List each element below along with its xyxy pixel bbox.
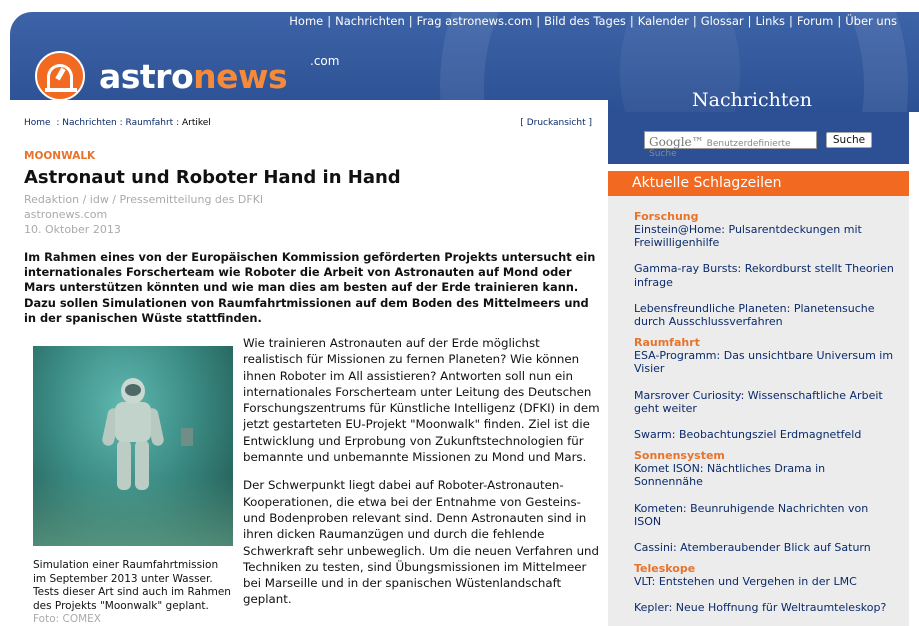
- nav-forum[interactable]: Forum: [796, 14, 834, 28]
- headline-link[interactable]: Einstein@Home: Pulsarentdeckungen mit Freiwilligenhilfe: [634, 223, 862, 250]
- section-title: Nachrichten: [692, 89, 812, 111]
- breadcrumb-raumfahrt[interactable]: Raumfahrt: [125, 118, 174, 128]
- observatory-dome-icon: [35, 51, 85, 101]
- nav-separator: |: [327, 14, 332, 28]
- category-sonnensystem[interactable]: Sonnensystem: [634, 449, 725, 463]
- headline-link[interactable]: Swarm: Beobachtungsziel Erdmagnetfeld: [634, 428, 862, 442]
- nav-nachrichten[interactable]: Nachrichten: [335, 14, 405, 28]
- nav-home[interactable]: Home: [289, 14, 324, 28]
- nav-glossar[interactable]: Glossar: [700, 14, 744, 28]
- google-logo: Google™: [649, 135, 704, 149]
- site-logo[interactable]: [35, 48, 340, 104]
- search-placeholder: Benutzerdefinierte Suche: [649, 139, 791, 159]
- headline-link[interactable]: Kometen: Beunruhigende Nachrichten von ISON: [634, 501, 869, 528]
- nav-bild-des-tages[interactable]: Bild des Tages: [544, 14, 626, 28]
- category-forschung[interactable]: Forschung: [634, 210, 699, 223]
- astronaut-figure: [105, 378, 161, 498]
- article-photo-underwater-astronaut[interactable]: [33, 346, 233, 546]
- nav-separator: |: [536, 14, 541, 28]
- headline-link[interactable]: Lebensfreundliche Planeten: Planetensuche durch Ausschlussverfahren: [634, 301, 875, 329]
- headline-link[interactable]: ESA-Programm: Das unsichtbare Universum im Visier: [634, 349, 894, 376]
- headline-link[interactable]: Cassini: Atemberaubender Blick auf Saturn: [634, 541, 871, 555]
- headline-link[interactable]: VLT: Entstehen und Vergehen in der LMC: [634, 575, 857, 589]
- nav-links[interactable]: Links: [755, 14, 786, 28]
- nav-separator: |: [789, 14, 793, 28]
- article-authors: Redaktion / idw / Pressemitteilung des DFKI: [24, 193, 264, 206]
- breadcrumb-separator: :: [119, 118, 126, 128]
- article-title: Astronaut und Roboter Hand in Hand: [24, 167, 401, 188]
- category-teleskope[interactable]: Teleskope: [634, 562, 696, 576]
- logo-astro: astro: [99, 56, 194, 96]
- article-date: 10. Oktober 2013: [24, 223, 121, 236]
- category-raumfahrt[interactable]: Raumfahrt: [634, 336, 700, 350]
- breadcrumb-separator: :: [53, 118, 63, 128]
- nav-separator: |: [629, 14, 634, 28]
- nav-ueber-uns[interactable]: Über uns: [845, 14, 897, 28]
- nav-separator: |: [747, 14, 752, 28]
- search-input[interactable]: [644, 131, 817, 159]
- breadcrumb-current: Artikel: [181, 118, 211, 128]
- headline-link[interactable]: Marsrover Curiosity: Wissenschaftliche Arbeit geht weiter: [634, 388, 883, 415]
- article-lead: Im Rahmen eines von der Europäischen Kommission geförderten Projekts untersucht ein internationales Forscherteam wie Roboter die Arbeit von Astronauten auf Mond oder Mars unterstützen könnten und wie man dies am besten auf der Erde trainieren kann. Dazu sollen Simulationen von Raumfahrtmissionen auf dem Boden des Mittelmeers und in der spanischen Wüste stattfinden.: [24, 250, 596, 325]
- nav-separator: |: [408, 14, 413, 28]
- caption-credit: Foto: COMEX: [33, 613, 101, 625]
- nav-separator: |: [692, 14, 697, 28]
- nav-separator: |: [837, 14, 842, 28]
- article-paragraph: Der Schwerpunkt liegt dabei auf Roboter-Astronauten-Kooperationen, die etwa bei der Entnahme von Gesteins- und Bodenproben relevant sind. Denn Astronauten sind in ihren dicken Raumanzügen und durch die fehlende Schwerkraft sehr unbeweglich. Um die neuen Verfahren und Techniken zu testen, sind Übungsmissionen im Mittelmeer bei Marseille und in der spanischen Wüstenlandschaft geplant.: [243, 478, 600, 607]
- breadcrumb-home[interactable]: Home: [24, 118, 51, 128]
- breadcrumb-nachrichten[interactable]: Nachrichten: [62, 118, 117, 128]
- site-header: [0, 0, 919, 112]
- article-content: [10, 100, 608, 626]
- headline-link[interactable]: Gamma-ray Bursts: Rekordburst stellt Theorien infrage: [634, 262, 894, 289]
- headline-link[interactable]: Komet ISON: Nächtliches Drama in Sonnennähe: [634, 462, 826, 489]
- headline-link[interactable]: Kepler: Neue Hoffnung für Weltraumteleskop?: [634, 601, 887, 615]
- nav-kalender[interactable]: Kalender: [637, 14, 689, 28]
- top-navigation: [289, 14, 897, 28]
- sidebar: [608, 112, 919, 626]
- article-kicker: MOONWALK: [24, 150, 96, 162]
- article-body: [243, 335, 603, 620]
- search-area: [608, 112, 909, 164]
- breadcrumb: [24, 118, 211, 128]
- article-paragraph: Wie trainieren Astronauten auf der Erde möglichst realistisch für Missionen zu fernen Planeten? Wie können ihnen Roboter im All assistieren? Antworten soll nun ein internationales Forscherteam unter Leitung des Deutschen Forschungszentrums für Künstliche Intelligenz (DFKI) in dem jetzt gestarteten EU-Projekt "Moonwalk" finden. Ziel ist die Entwicklung und Erprobung von Zukunftstechnologien für bemannte und unbemannte Missionen zu Mond und Mars.: [243, 336, 600, 465]
- search-button[interactable]: Suche: [826, 132, 872, 148]
- logo-com: .com: [310, 54, 340, 68]
- logo-news: news: [193, 56, 288, 96]
- headlines-box: [608, 171, 909, 626]
- logo-wordmark: [99, 56, 288, 96]
- nav-frag-astronews[interactable]: Frag astronews.com: [416, 14, 533, 28]
- print-label[interactable]: Druckansicht: [526, 118, 586, 128]
- headlines-title: Aktuelle Schlagzeilen: [608, 171, 909, 196]
- photo-caption: [33, 559, 233, 626]
- print-link[interactable]: [ Druckansicht ]: [520, 118, 592, 128]
- article-source: astronews.com: [24, 208, 108, 221]
- breadcrumb-separator: :: [176, 118, 182, 128]
- headlines-list: [634, 210, 896, 626]
- caption-text: Simulation einer Raumfahrtmission im September 2013 unter Wasser. Tests dieser Art sind auch im Rahmen des Projekts "Moonwalk" geplant.: [33, 559, 231, 612]
